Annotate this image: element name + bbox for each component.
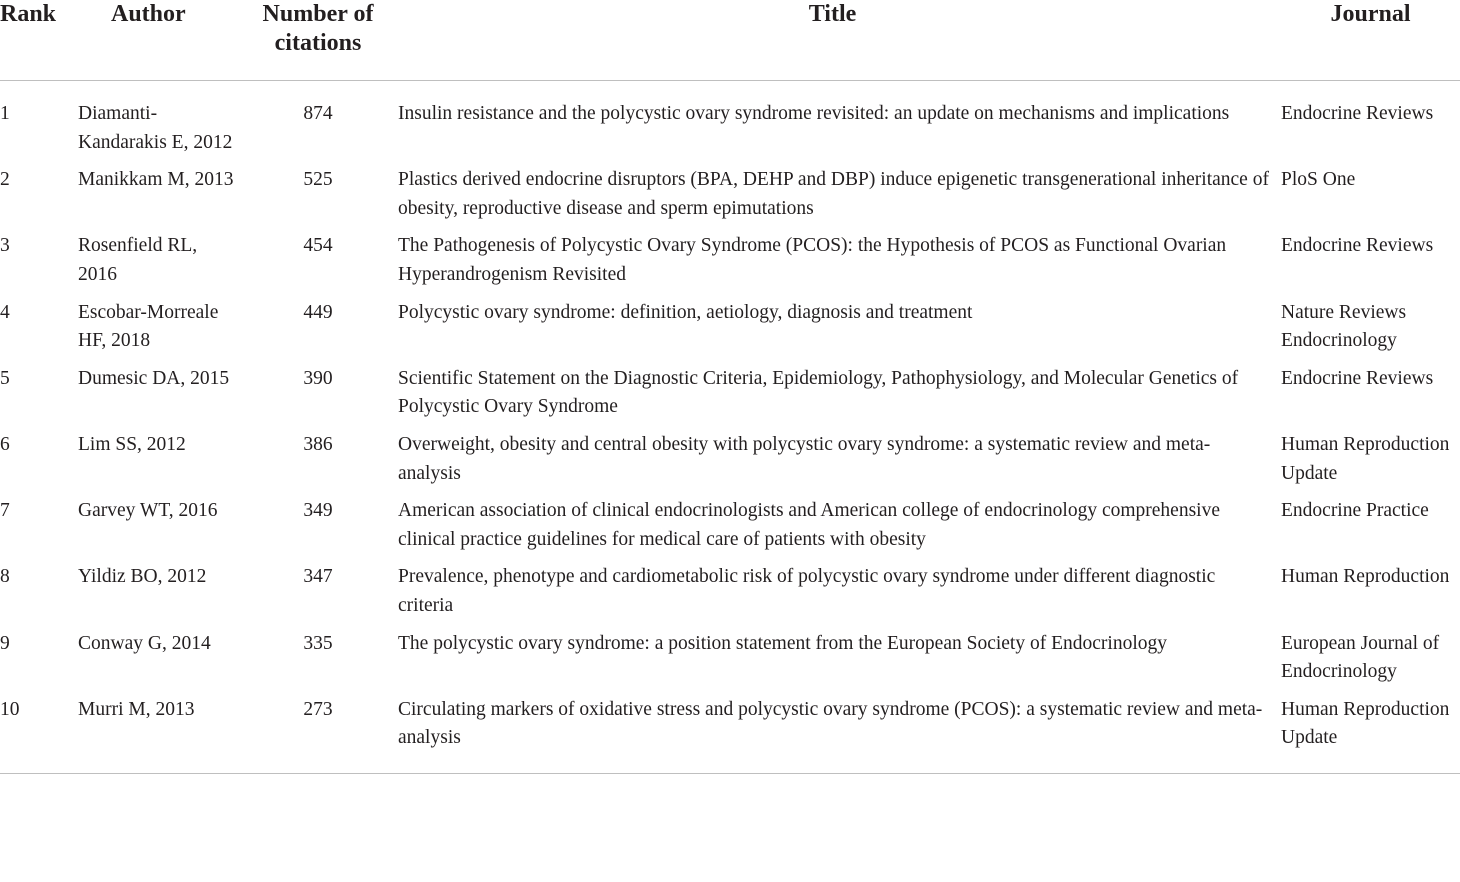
cell-citations: 449: [303, 301, 333, 323]
table-row: [0, 299, 1460, 365]
cell-journal: European Journal of Endocrinology: [1281, 632, 1440, 683]
cell-rank: 2: [0, 169, 10, 191]
table-row: [0, 497, 1460, 563]
cell-author: Manikkam M, 2013: [78, 169, 234, 191]
cell-author: Yildiz BO, 2012: [78, 566, 207, 588]
cell-title: Scientific Statement on the Diagnostic Criteria, Epidemiology, Pathophysiology, and Molecular Genetics of Polycystic Ovary Syndrome: [398, 367, 1239, 418]
cell-citations: 273: [238, 696, 398, 774]
cell-rank: 9: [0, 632, 10, 654]
cell-author: Diamanti-Kandarakis E, 2012: [78, 103, 233, 153]
table-row: [0, 630, 1460, 696]
table-row: [0, 563, 1460, 629]
cell-author: Conway G, 2014: [78, 632, 211, 654]
cell-citations: 525: [303, 169, 333, 191]
cell-title: The Pathogenesis of Polycystic Ovary Syndrome (PCOS): the Hypothesis of PCOS as Functional Ovarian Hyperandrogenism Revisited: [398, 235, 1227, 285]
cell-rank: 5: [0, 367, 10, 389]
header-journal: Journal: [1281, 0, 1460, 81]
cell-citations: 874: [303, 103, 333, 124]
table-row: [0, 696, 1460, 774]
cell-title: Polycystic ovary syndrome: definition, aetiology, diagnosis and treatment: [398, 301, 973, 323]
cell-journal: Human Reproduction Update: [1281, 433, 1450, 484]
header-citations: [238, 0, 398, 81]
cell-author: Dumesic DA, 2015: [78, 367, 230, 389]
cell-rank: 1: [0, 103, 10, 124]
cell-citations: 347: [303, 566, 333, 588]
table-row: [0, 232, 1460, 298]
cell-citations: 454: [303, 235, 333, 257]
cell-journal: Nature Reviews Endocrinology: [1281, 301, 1407, 352]
cell-journal: Endocrine Reviews: [1281, 103, 1434, 124]
cell-journal: Endocrine Reviews: [1281, 235, 1434, 257]
cell-title: Plastics derived endocrine disruptors (BPA, DEHP and DBP) induce epigenetic transgenerational inheritance of obesity, reproductive disease and sperm epimutations: [398, 169, 1269, 219]
cell-author: Garvey WT, 2016: [78, 500, 218, 522]
cell-title: American association of clinical endocrinologists and American college of endocrinology comprehensive clinical practice guidelines for medical care of patients with obesity: [398, 500, 1220, 550]
cell-rank: 6: [0, 433, 10, 455]
cell-citations: 390: [303, 367, 333, 389]
cell-title: Overweight, obesity and central obesity with polycystic ovary syndrome: a systematic review and meta-analysis: [398, 433, 1211, 484]
cell-title: Circulating markers of oxidative stress and polycystic ovary syndrome (PCOS): a systematic review and meta-analysis: [398, 696, 1281, 774]
table-row: [0, 365, 1460, 431]
cell-author: Escobar-Morreale HF, 2018: [78, 301, 219, 352]
cell-rank: 8: [0, 566, 10, 588]
cell-journal: Endocrine Reviews: [1281, 367, 1434, 389]
cell-rank: 10: [0, 696, 78, 774]
cell-citations: 349: [303, 500, 333, 522]
table-row: [0, 81, 1460, 167]
cell-author: Murri M, 2013: [78, 696, 238, 774]
header-author: Author: [78, 0, 238, 81]
cell-author: Lim SS, 2012: [78, 433, 186, 455]
table-row: [0, 166, 1460, 232]
cell-title: The polycystic ovary syndrome: a position statement from the European Society of Endocrinology: [398, 632, 1167, 654]
cell-rank: 3: [0, 235, 10, 257]
header-citations-line2: citations: [274, 30, 362, 56]
table-header-row: [0, 0, 1460, 81]
cell-citations: 335: [303, 632, 333, 654]
cell-author: Rosenfield RL, 2016: [78, 235, 198, 285]
header-rank: Rank: [0, 0, 78, 81]
cell-journal: PloS One: [1281, 169, 1356, 191]
cell-title: Prevalence, phenotype and cardiometabolic risk of polycystic ovary syndrome under different diagnostic criteria: [398, 566, 1216, 616]
table-row: [0, 431, 1460, 497]
cell-rank: 4: [0, 301, 10, 323]
cell-citations: 386: [303, 433, 333, 455]
cell-rank: 7: [0, 500, 10, 522]
cell-journal: Endocrine Practice: [1281, 500, 1429, 522]
cell-title: Insulin resistance and the polycystic ovary syndrome revisited: an update on mechanisms and implications: [398, 103, 1230, 124]
header-title: Title: [398, 0, 1281, 81]
header-citations-line1: Number of: [262, 1, 374, 27]
cell-journal: Human Reproduction Update: [1281, 696, 1460, 774]
cell-journal: Human Reproduction: [1281, 566, 1450, 588]
